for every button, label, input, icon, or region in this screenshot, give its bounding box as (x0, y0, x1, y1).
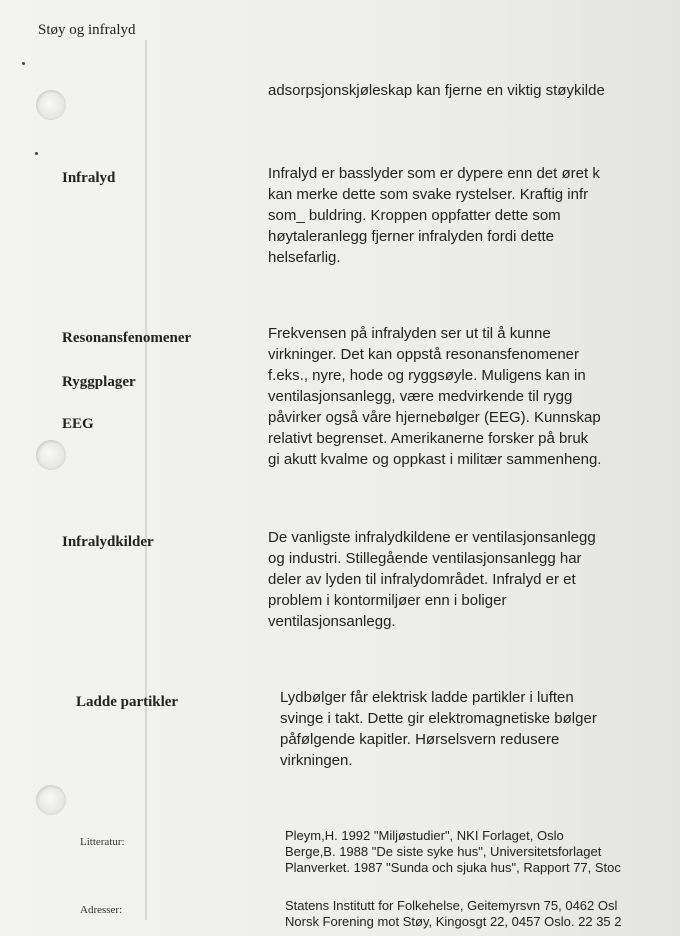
paragraph-line: virkningen. (280, 752, 353, 769)
section-label-infralydkilder: Infralydkilder (62, 534, 154, 550)
punch-hole (36, 440, 66, 470)
section-label-resonansfenomener: Resonansfenomener (62, 330, 192, 346)
section-paragraph-resonans (268, 323, 680, 470)
paragraph-line: De vanligste infralydkildene er ventilasjonsanlegg (268, 529, 596, 546)
literature-item: Planverket. 1987 "Sunda och sjuka hus", Rapport 77, Stoc (285, 860, 621, 875)
paragraph-line: påvirker også våre hjernebølger (EEG). Kunnskap (268, 409, 601, 426)
literature-item: Pleym,H. 1992 "Miljøstudier", NKI Forlaget, Oslo (285, 828, 564, 843)
addresses-label: Adresser: (80, 904, 123, 916)
section-label-eeg: EEG (62, 416, 94, 432)
punch-hole (36, 90, 66, 120)
intro-paragraph (268, 80, 680, 101)
literature-label: Litteratur: (80, 836, 125, 848)
speck (22, 62, 25, 65)
address-item: Norsk Forening mot Støy, Kingosgt 22, 0457 Oslo. 22 35 2 (285, 914, 622, 929)
paragraph-line: svinge i takt. Dette gir elektromagnetiske bølger (280, 710, 597, 727)
paragraph-line: virkninger. Det kan oppstå resonansfenomener (268, 346, 580, 363)
section-paragraph-infralydkilder (268, 527, 680, 632)
addresses-list (285, 898, 680, 930)
paragraph-line: påfølgende kapitler. Hørselsvern redusere (280, 731, 560, 748)
literature-list (285, 828, 680, 876)
paragraph-line: kan merke dette som svake rystelser. Kraftig infr (268, 186, 589, 203)
paragraph-line: som_ buldring. Kroppen oppfatter dette som (268, 207, 561, 224)
section-label-infralyd: Infralyd (62, 170, 116, 186)
section-paragraph-ladde-partikler (280, 687, 680, 771)
page-header-title: Støy og infralyd (38, 22, 136, 38)
paragraph-line: helsefarlig. (268, 249, 341, 266)
paragraph-line: ventilasjonsanlegg, være medvirkende til rygg (268, 388, 573, 405)
paragraph-line: Lydbølger får elektrisk ladde partikler i luften (280, 689, 574, 706)
paragraph-line: Frekvensen på infralyden ser ut til å kunne (268, 325, 551, 342)
paragraph-line: høytaleranlegg fjerner infralyden fordi dette (268, 228, 554, 245)
paragraph-line: Infralyd er basslyder som er dypere enn det øret k (268, 165, 600, 182)
intro-line: adsorpsjonskjøleskap kan fjerne en viktig støykilde (268, 82, 605, 99)
paragraph-line: relativt begrenset. Amerikanerne forsker på bruk (268, 430, 589, 447)
section-paragraph-infralyd (268, 163, 680, 268)
paragraph-line: problem i kontormiljøer enn i boliger (268, 592, 507, 609)
paragraph-line: f.eks., nyre, hode og ryggsøyle. Muligens kan in (268, 367, 586, 384)
section-label-ryggplager: Ryggplager (62, 374, 136, 390)
section-label-ladde-partikler: Ladde partikler (76, 694, 179, 710)
punch-hole (36, 785, 66, 815)
address-item: Statens Institutt for Folkehelse, Geitemyrsvn 75, 0462 Osl (285, 898, 618, 913)
paragraph-line: deler av lyden til infralydområdet. Infralyd er et (268, 571, 576, 588)
literature-item: Berge,B. 1988 "De siste syke hus", Universitetsforlaget (285, 844, 602, 859)
paragraph-line: ventilasjonsanlegg. (268, 613, 396, 630)
paragraph-line: og industri. Stillegående ventilasjonsanlegg har (268, 550, 582, 567)
paragraph-line: gi akutt kvalme og oppkast i militær sammenheng. (268, 451, 602, 468)
speck (35, 152, 38, 155)
